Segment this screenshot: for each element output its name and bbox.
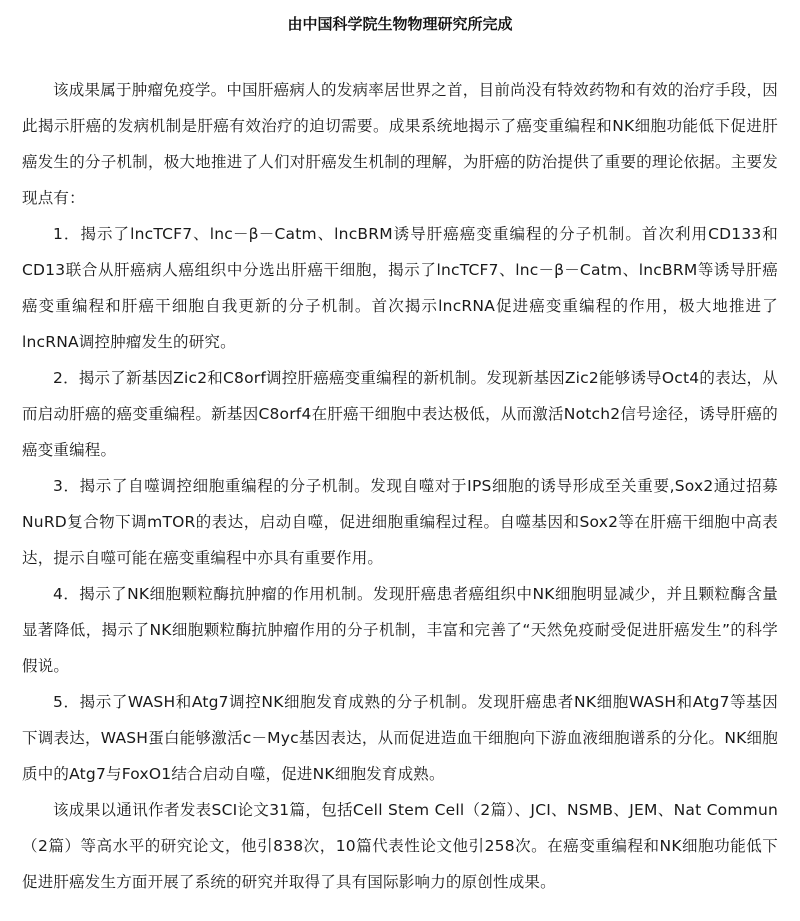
finding-3-paragraph: 3．揭示了自噬调控细胞重编程的分子机制。发现自噬对于IPS细胞的诱导形成至关重要,Sox2通过招募NuRD复合物下调mTOR的表达，启动自噬，促进细胞重编程过程。自噬基因和Sox2等在肝癌干细胞中高表达，提示自噬可能在癌变重编程中亦具有重要作用。 <box>22 477 778 567</box>
finding-2-paragraph: 2．揭示了新基因Zic2和C8orf调控肝癌癌变重编程的新机制。发现新基因Zic2能够诱导Oct4的表达，从而启动肝癌的癌变重编程。新基因C8orf4在肝癌干细胞中表达极低，从而激活Notch2信号途径，诱导肝癌的癌变重编程。 <box>22 369 778 459</box>
finding-5-paragraph: 5．揭示了WASH和Atg7调控NK细胞发育成熟的分子机制。发现肝癌患者NK细胞WASH和Atg7等基因下调表达，WASH蛋白能够激活c－Myc基因表达，从而促进造血干细胞向下游血液细胞谱系的分化。NK细胞质中的Atg7与FoxO1结合启动自噬，促进NK细胞发育成熟。 <box>22 693 778 783</box>
summary-paragraph: 该成果以通讯作者发表SCI论文31篇，包括Cell Stem Cell（2篇）、JCI、NSMB、JEM、Nat Commun（2篇）等高水平的研究论文，他引838次，10篇代表性论文他引258次。在癌变重编程和NK细胞功能低下促进肝癌发生方面开展了系统的研究并取得了具有国际影响力的原创性成果。 <box>22 801 778 891</box>
document-title: 由中国科学院生物物理研究所完成 <box>287 15 513 33</box>
finding-1-paragraph: 1．揭示了lncTCF7、lnc－β－Catm、lncBRM诱导肝癌癌变重编程的分子机制。首次利用CD133和CD13联合从肝癌病人癌组织中分选出肝癌干细胞，揭示了lncTCF7、lnc－β－Catm、lncBRM等诱导肝癌癌变重编程和肝癌干细胞自我更新的分子机制。首次揭示lncRNA促进癌变重编程的作用，极大地推进了lncRNA调控肿瘤发生的研究。 <box>22 225 778 351</box>
finding-4-paragraph: 4．揭示了NK细胞颗粒酶抗肿瘤的作用机制。发现肝癌患者癌组织中NK细胞明显减少，并且颗粒酶含量显著降低，揭示了NK细胞颗粒酶抗肿瘤作用的分子机制，丰富和完善了“天然免疫耐受促进肝癌发生”的科学假说。 <box>22 585 778 675</box>
intro-paragraph: 该成果属于肿瘤免疫学。中国肝癌病人的发病率居世界之首，目前尚没有特效药物和有效的治疗手段，因此揭示肝癌的发病机制是肝癌有效治疗的迫切需要。成果系统地揭示了癌变重编程和NK细胞功能低下促进肝癌发生的分子机制，极大地推进了人们对肝癌发生机制的理解，为肝癌的防治提供了重要的理论依据。主要发现点有： <box>22 81 778 207</box>
